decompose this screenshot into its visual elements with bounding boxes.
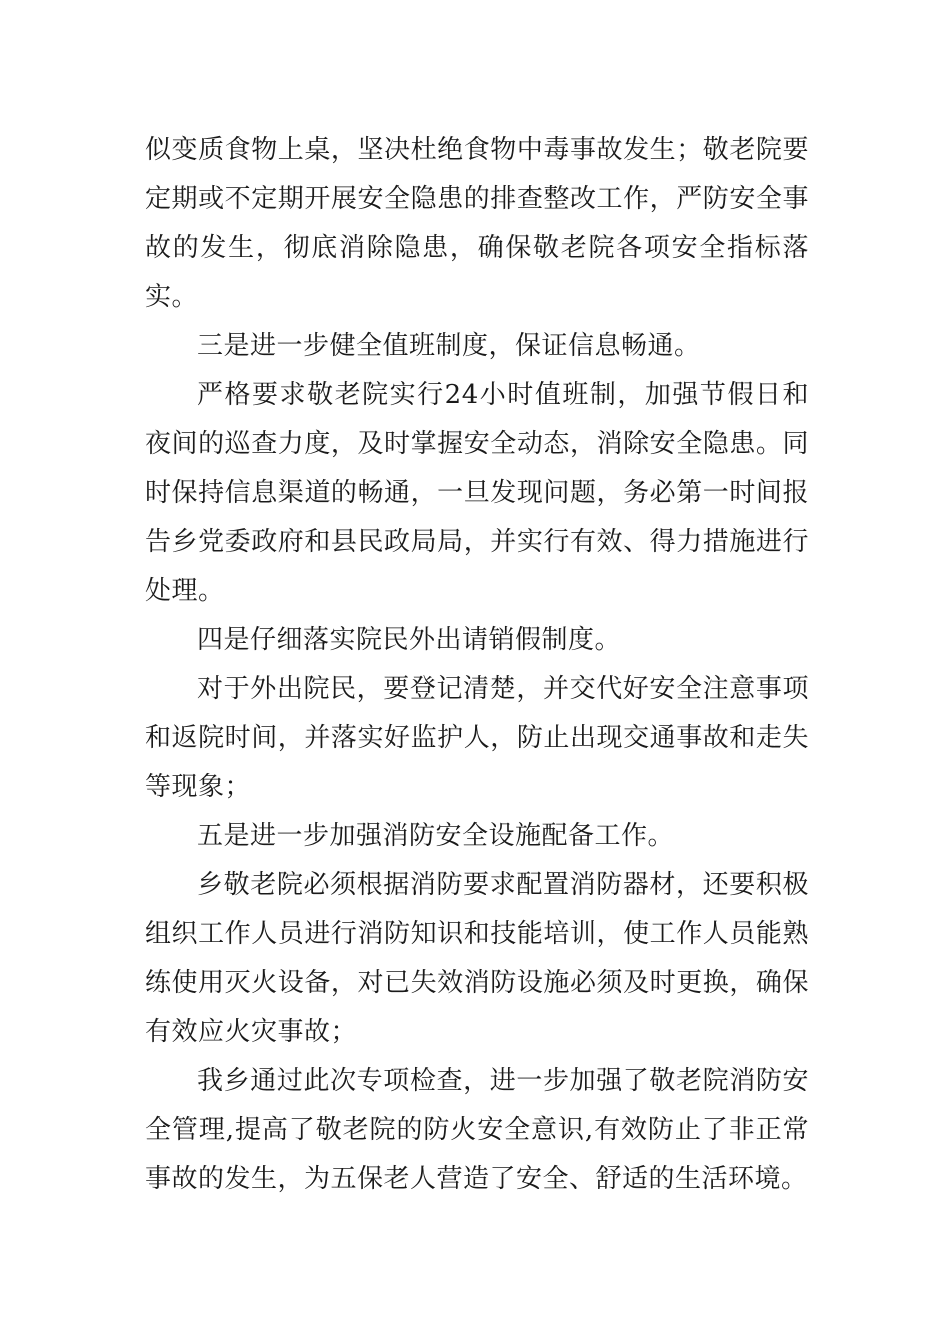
paragraph-conclusion: 我乡通过此次专项检查，进一步加强了敬老院消防安全管理,提高了敬老院的防火安全意识,有效防止了非正常事故的发生，为五保老人营造了安全、舒适的生活环境。 bbox=[145, 1066, 809, 1194]
paragraph-leave-system: 对于外出院民，要登记清楚，并交代好安全注意事项和返院时间，并落实好监护人，防止出现交通事故和走失等现象； bbox=[145, 674, 809, 802]
paragraph-heading-five: 五是进一步加强消防安全设施配备工作。 bbox=[197, 821, 675, 851]
paragraph-heading-four: 四是仔细落实院民外出请销假制度。 bbox=[197, 625, 622, 655]
paragraph-fire-equipment: 乡敬老院必须根据消防要求配置消防器材，还要积极组织工作人员进行消防知识和技能培训，使工作人员能熟练使用灭火设备，对已失效消防设施必须及时更换，确保有效应火灾事故； bbox=[145, 870, 809, 1047]
paragraph-heading-three: 三是进一步健全值班制度，保证信息畅通。 bbox=[197, 331, 701, 361]
document-body bbox=[145, 126, 809, 1204]
paragraph-duty-system: 严格要求敬老院实行24小时值班制，加强节假日和夜间的巡查力度，及时掌握安全动态，消除安全隐患。同时保持信息渠道的畅通，一旦发现问题，务必第一时间报告乡党委政府和县民政局局，并实行有效、得力措施进行处理。 bbox=[145, 380, 809, 606]
paragraph-continuation: 似变质食物上桌，坚决杜绝食物中毒事故发生；敬老院要定期或不定期开展安全隐患的排查整改工作，严防安全事故的发生，彻底消除隐患，确保敬老院各项安全指标落实。 bbox=[145, 135, 809, 312]
